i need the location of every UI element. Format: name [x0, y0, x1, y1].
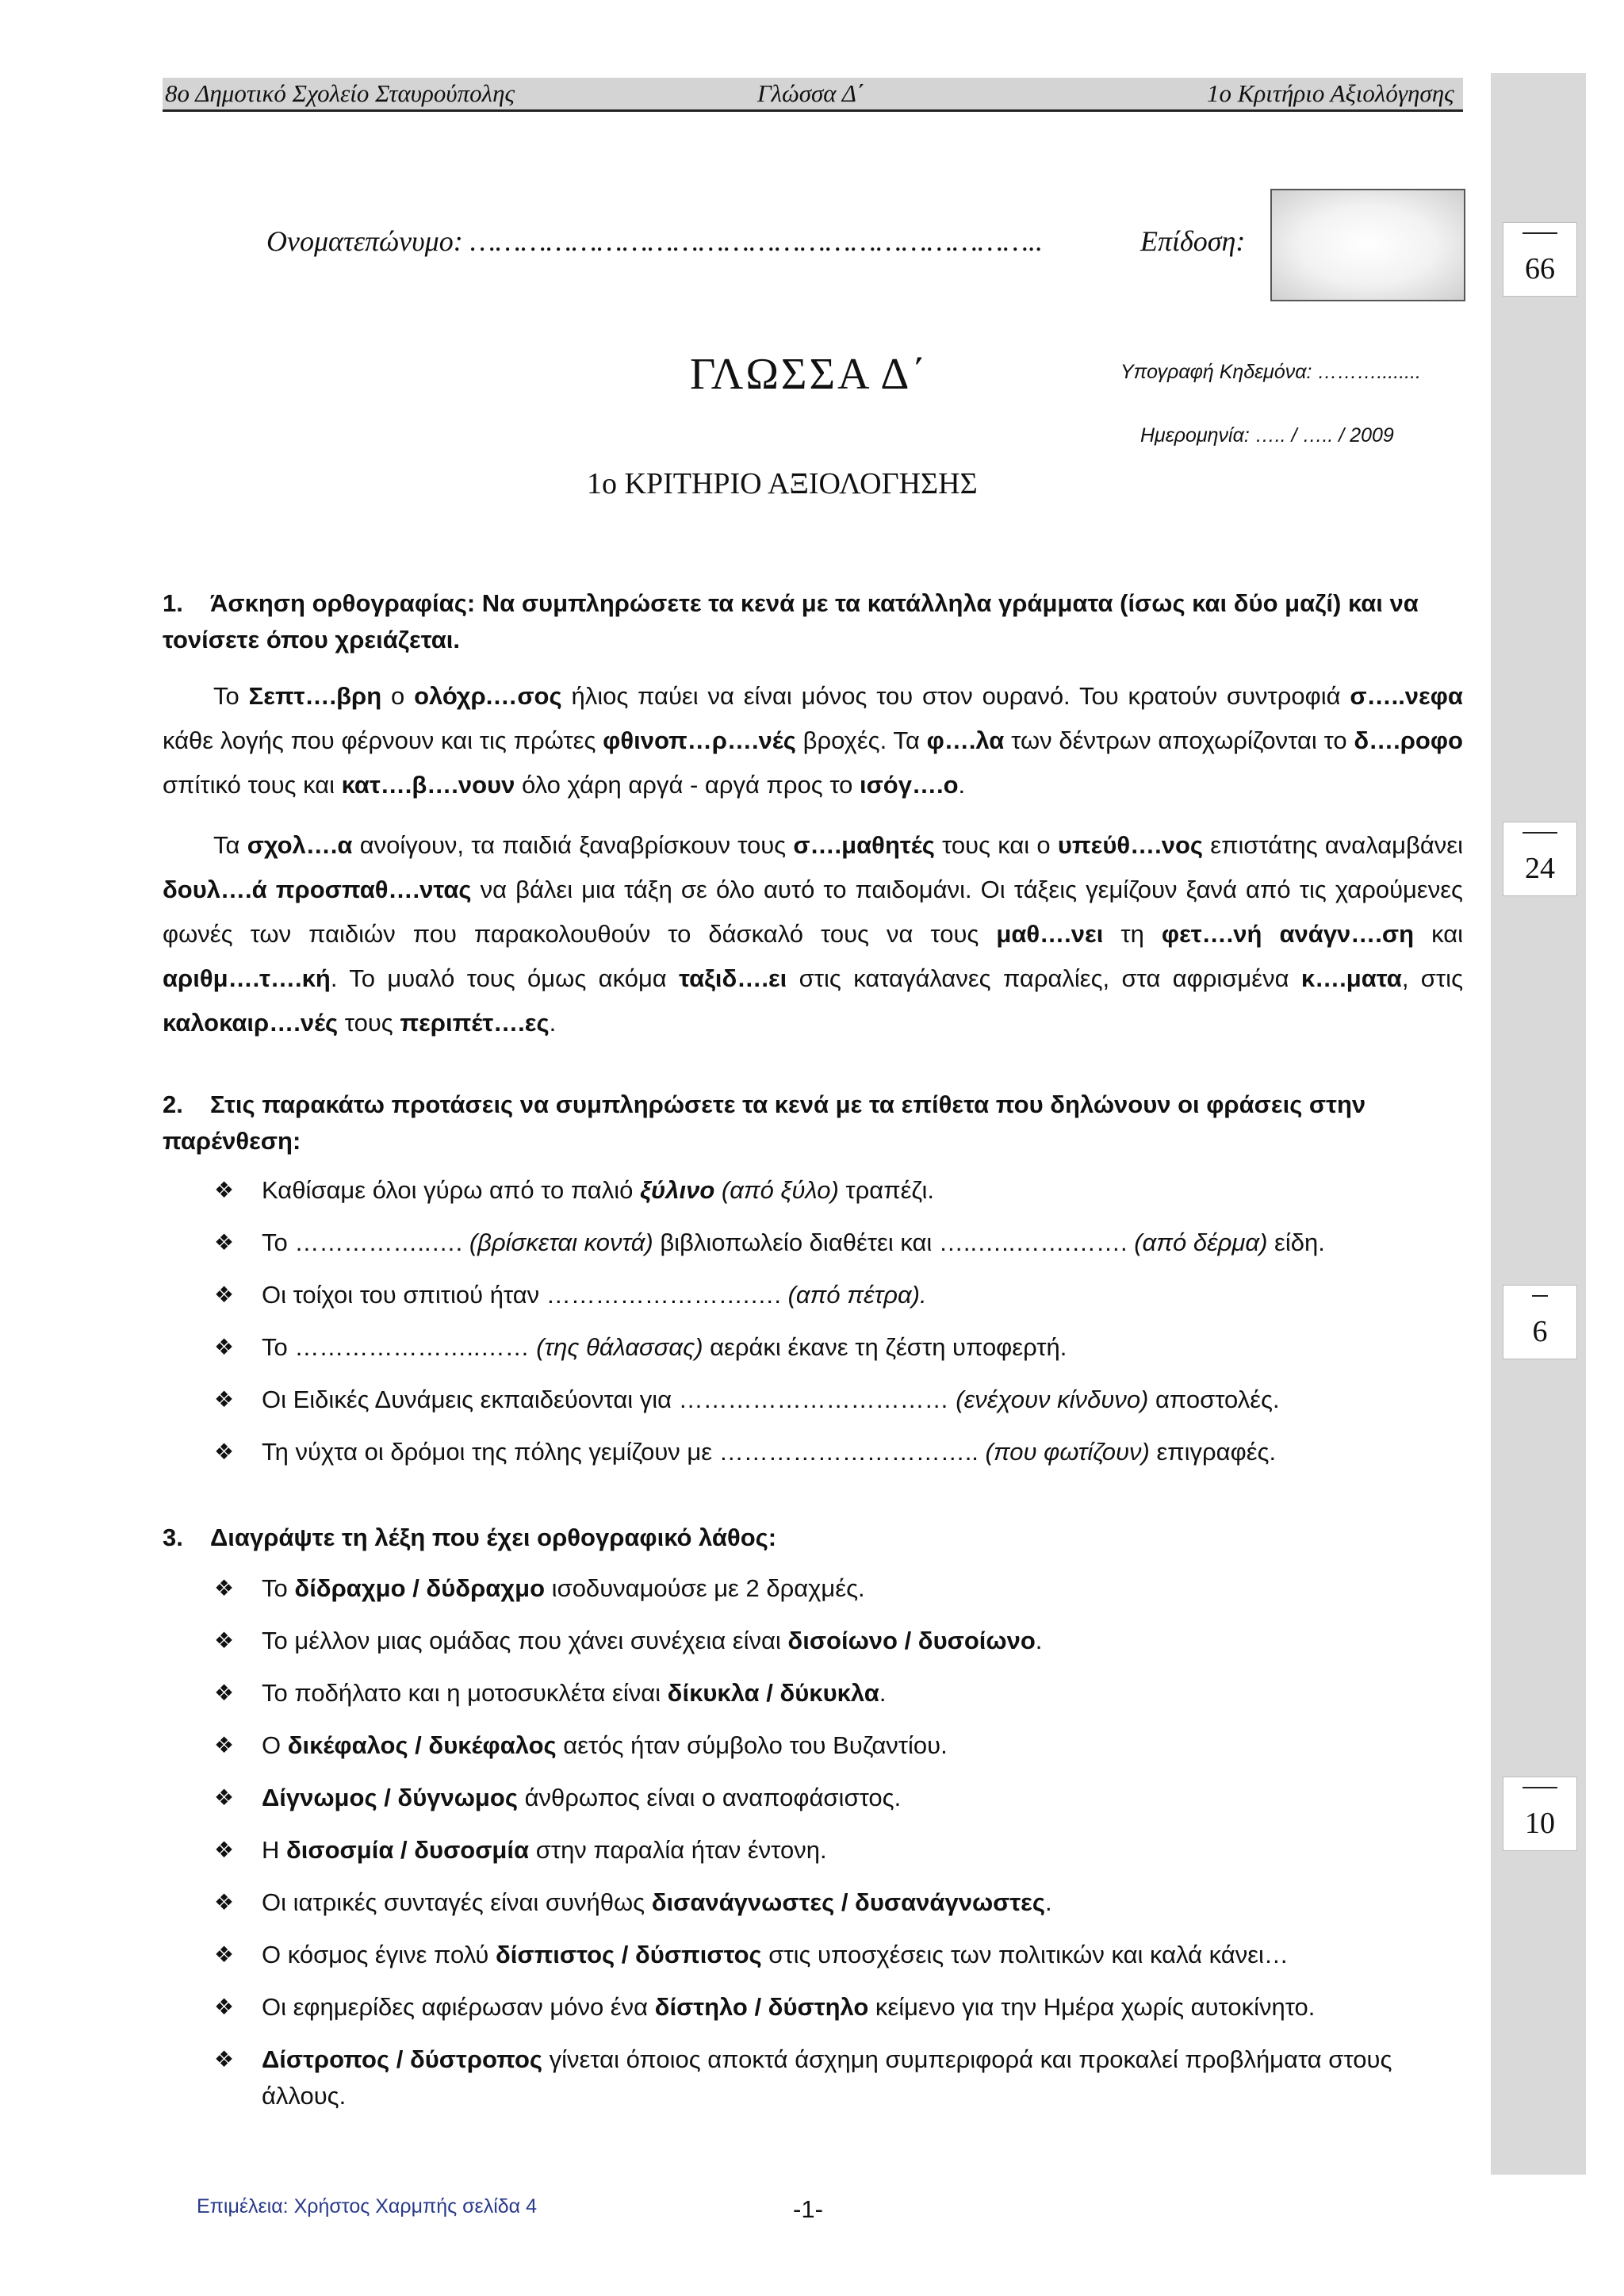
- bold-word: δισανάγνωστες / δυσανάγνωστες: [651, 1888, 1046, 1916]
- list-item: [214, 1884, 1467, 1921]
- text-run: σπίτικό τους και: [163, 771, 342, 799]
- list-item: [214, 1329, 1467, 1366]
- text-run: κάθε λογής που φέρνουν και τις πρώτες: [163, 726, 603, 754]
- text-run: βιβλιοπωλείο διαθέτει και …..…..…….…….: [653, 1228, 1135, 1256]
- list-item: [214, 1727, 1467, 1764]
- bold-word: φετ….νή ανάγν….ση: [1161, 920, 1415, 948]
- grade-box[interactable]: [1270, 189, 1465, 301]
- score-total: 66: [1525, 252, 1555, 286]
- list-item-text: [262, 1627, 1042, 1654]
- footer-credit: Επιμέλεια: Χρήστος Χαρμπής σελίδα 4: [197, 2195, 537, 2217]
- list-item: [214, 1623, 1467, 1659]
- text-run: ήλιος παύει να είναι μόνος του στον ουρανό. Του κρατούν συντροφιά: [561, 682, 1350, 710]
- list-item: [214, 1570, 1467, 1607]
- text-run: Οι τοίχοι του σπιτιού ήταν …………………….….: [262, 1281, 788, 1309]
- q1-heading-text: Άσκηση ορθογραφίας: Να συμπληρώσετε τα κενά με τα κατάλληλα γράμματα (ίσως και δύο μαζί) και να τονίσετε όπου χρειάζεται.: [163, 589, 1419, 654]
- list-item-text: [262, 1888, 1052, 1916]
- diamond-bullet-icon: ❖: [214, 1890, 235, 1915]
- list-item-text: [262, 1731, 948, 1759]
- bold-word: σ…..νεφα: [1350, 682, 1463, 710]
- list-item: [214, 1832, 1467, 1869]
- bold-word: περιπέτ….ες: [400, 1009, 550, 1037]
- diamond-bullet-icon: ❖: [214, 1387, 235, 1412]
- text-run: όλο χάρη αργά - αργά προς το: [515, 771, 860, 799]
- q3-heading: [163, 1520, 1463, 1556]
- q1-paragraph-2: [163, 823, 1463, 1045]
- bold-word: Σεπτ….βρη: [248, 682, 382, 710]
- bold-word: ολόχρ.…σος: [414, 682, 562, 710]
- text-run: Τα: [213, 831, 247, 859]
- text-run: Οι ιατρικές συνταγές είναι συνήθως: [262, 1888, 652, 1916]
- header-subject: Γλώσσα Δ΄: [757, 79, 865, 107]
- score-fraction-line: [1522, 1787, 1557, 1788]
- list-item-text: [262, 1333, 1067, 1361]
- hint-text: (που φωτίζουν): [985, 1438, 1150, 1466]
- list-item: [214, 1382, 1467, 1418]
- score-fraction-line: [1522, 232, 1557, 234]
- text-run: να βάλει μια τάξη σε όλο αυτό το παιδομάνι. Οι τάξεις γεμίζουν ξανά από τις χαρούμενες φωνές των παιδιών που παρακολουθούν το δάσκαλό τους να τους: [163, 876, 1463, 948]
- diamond-bullet-icon: ❖: [214, 1230, 235, 1255]
- text-run: αεράκι έκανε τη ζέστη υποφερτή.: [703, 1333, 1067, 1361]
- score-column: [1491, 73, 1586, 2175]
- bold-word: Δίστροπος / δύστροπος: [262, 2045, 543, 2073]
- q3-number: 3.: [163, 1524, 183, 1551]
- text-run: Το ποδήλατο και η μοτοσυκλέτα είναι: [262, 1679, 668, 1707]
- bold-word: υπεύθ….νος: [1057, 831, 1204, 859]
- text-run: τη: [1103, 920, 1162, 948]
- text-run: στις υποσχέσεις των πολιτικών και καλά κάνει…: [761, 1941, 1289, 1968]
- text-run: κείμενο για την Ημέρα χωρίς αυτοκίνητο.: [868, 1993, 1316, 2021]
- diamond-bullet-icon: ❖: [214, 1439, 235, 1464]
- score-q2: 6: [1532, 1315, 1548, 1348]
- q1-heading: [163, 585, 1463, 658]
- diamond-bullet-icon: ❖: [214, 1576, 235, 1600]
- date-field[interactable]: Ημερομηνία: ….. / ….. / 2009: [1140, 424, 1394, 447]
- diamond-bullet-icon: ❖: [214, 2047, 235, 2072]
- bold-word: δίκυκλα / δύκυκλα: [667, 1679, 879, 1707]
- score-box-q2: [1503, 1285, 1577, 1359]
- text-run: .: [958, 771, 966, 799]
- text-run: είδη.: [1267, 1228, 1325, 1256]
- text-run: Το …………………..……: [262, 1333, 537, 1361]
- list-item: [214, 1434, 1467, 1470]
- text-run: στην παραλία ήταν έντονη.: [529, 1836, 827, 1864]
- score-fraction-line: [1532, 1295, 1548, 1297]
- diamond-bullet-icon: ❖: [214, 1995, 235, 2019]
- bold-word: σ….μαθητές: [793, 831, 935, 859]
- bold-word: σχολ….α: [247, 831, 353, 859]
- text-run: αετός ήταν σύμβολο του Βυζαντίου.: [556, 1731, 948, 1759]
- hint-text: (από ξύλο): [721, 1176, 839, 1204]
- text-run: βροχές. Τα: [795, 726, 927, 754]
- bold-word: καλοκαιρ….νές: [163, 1009, 339, 1037]
- bold-word: ισόγ….ο: [859, 771, 959, 799]
- bold-word: κατ….β….νουν: [341, 771, 515, 799]
- text-run: Το ……………..….: [262, 1228, 469, 1256]
- list-item-text: [262, 1281, 927, 1309]
- text-run: Τη νύχτα οι δρόμοι της πόλης γεμίζουν με …………………………..: [262, 1438, 986, 1466]
- q3-heading-text: Διαγράψτε τη λέξη που έχει ορθογραφικό λάθος:: [210, 1524, 777, 1551]
- list-item: [214, 1989, 1467, 2026]
- bold-word: φ….λα: [926, 726, 1005, 754]
- hint-text: (από πέτρα).: [787, 1281, 927, 1309]
- score-q3: 10: [1525, 1807, 1555, 1840]
- student-name-field[interactable]: Ονοματεπώνυμο: …………………………………………………………..: [266, 225, 1043, 257]
- text-run: Οι Ειδικές Δυνάμεις εκπαιδεύονται για ……………………………: [262, 1386, 956, 1413]
- list-item: [214, 1675, 1467, 1711]
- list-item: [214, 1937, 1467, 1973]
- score-fraction-line: [1522, 832, 1557, 834]
- text-run: Το: [262, 1574, 295, 1602]
- text-run: Ο: [262, 1731, 288, 1759]
- list-item-text: [262, 1836, 827, 1864]
- list-item: [214, 2041, 1467, 2114]
- diamond-bullet-icon: ❖: [214, 1628, 235, 1653]
- bold-word: κ….ματα: [1300, 964, 1402, 992]
- text-run: . Το μυαλό τους όμως ακόμα: [330, 964, 680, 992]
- bold-word: ταξιδ….ει: [679, 964, 787, 992]
- bold-word: φθινοπ…ρ….νές: [603, 726, 796, 754]
- text-run: αποστολές.: [1148, 1386, 1280, 1413]
- bold-word: δισοσμία / δυσοσμία: [286, 1836, 530, 1864]
- bold-word: μαθ….νει: [996, 920, 1104, 948]
- text-run: , στις: [1401, 964, 1464, 992]
- text-run: Οι εφημερίδες αφιέρωσαν μόνο ένα: [262, 1993, 655, 2021]
- score-box-q1: [1503, 822, 1577, 896]
- diamond-bullet-icon: ❖: [214, 1838, 235, 1862]
- text-run: ανοίγουν, τα παιδιά ξαναβρίσκουν τους: [352, 831, 794, 859]
- text-run: τραπέζι.: [838, 1176, 935, 1204]
- hint-text: (ενέχουν κίνδυνο): [956, 1386, 1149, 1413]
- diamond-bullet-icon: ❖: [214, 1282, 235, 1307]
- bold-word: δίδραχμο / δύδραχμο: [294, 1574, 546, 1602]
- text-run: και: [1414, 920, 1464, 948]
- score-box-total: [1503, 222, 1577, 297]
- q2-number: 2.: [163, 1091, 183, 1118]
- q2-list: [214, 1172, 1467, 1486]
- text-run: .: [879, 1679, 887, 1707]
- text-run: .: [1035, 1627, 1043, 1654]
- example-answer: ξύλινο: [639, 1176, 715, 1204]
- text-run: Καθίσαμε όλοι γύρω από το παλιό: [262, 1176, 640, 1204]
- text-run: .: [1045, 1888, 1052, 1916]
- list-item-text: [262, 1679, 886, 1707]
- list-item: [214, 1225, 1467, 1261]
- list-item-text: [262, 1941, 1289, 1968]
- text-run: ισοδυναμούσε με 2 δραχμές.: [545, 1574, 865, 1602]
- page-number: -1-: [793, 2195, 823, 2223]
- text-run: επιστάτης αναλαμβάνει: [1203, 831, 1463, 859]
- list-item-text: [262, 2045, 1392, 2110]
- text-run: .: [549, 1009, 557, 1037]
- hint-text: (της θάλασσας): [536, 1333, 703, 1361]
- score-box-q3: [1503, 1777, 1577, 1851]
- bold-word: δικέφαλος / δυκέφαλος: [287, 1731, 557, 1759]
- list-item-text: [262, 1438, 1276, 1466]
- score-q1: 24: [1525, 852, 1555, 885]
- list-item-text: [262, 1176, 934, 1204]
- list-item-text: [262, 1386, 1280, 1413]
- header-school: 8ο Δημοτικό Σχολείο Σταυρούπολης: [165, 79, 515, 107]
- bold-word: δίστηλο / δύστηλο: [654, 1993, 869, 2021]
- q3-list: [214, 1570, 1467, 2130]
- header-test: 1ο Κριτήριο Αξιολόγησης: [1207, 79, 1454, 107]
- text-run: τους: [338, 1009, 400, 1037]
- guardian-signature-field[interactable]: Υπογραφή Κηδεμόνα: ………........: [1120, 361, 1421, 383]
- diamond-bullet-icon: ❖: [214, 1681, 235, 1705]
- q1-number: 1.: [163, 589, 183, 617]
- diamond-bullet-icon: ❖: [214, 1733, 235, 1757]
- text-run: των δέντρων αποχωρίζονται το: [1004, 726, 1354, 754]
- bold-word: δ….ροφο: [1354, 726, 1463, 754]
- diamond-bullet-icon: ❖: [214, 1335, 235, 1359]
- page-subtitle: 1ο ΚΡΙΤΗΡΙΟ ΑΞΙΟΛΟΓΗΣΗΣ: [587, 467, 978, 500]
- list-item: [214, 1172, 1467, 1209]
- text-run: Ο κόσμος έγινε πολύ: [262, 1941, 496, 1968]
- diamond-bullet-icon: ❖: [214, 1178, 235, 1202]
- list-item-text: [262, 1784, 901, 1811]
- hint-text: (βρίσκεται κοντά): [469, 1228, 653, 1256]
- text-run: άνθρωπος είναι ο αναποφάσιστος.: [517, 1784, 902, 1811]
- text-run: στις καταγάλανες παραλίες, στα αφρισμένα: [787, 964, 1301, 992]
- text-run: [714, 1176, 722, 1204]
- diamond-bullet-icon: ❖: [214, 1785, 235, 1810]
- bold-word: Δίγνωμος / δύγνωμος: [262, 1784, 518, 1811]
- text-run: επιγραφές.: [1149, 1438, 1277, 1466]
- text-run: Η: [262, 1836, 286, 1864]
- text-run: τους και ο: [934, 831, 1058, 859]
- grade-label: Επίδοση:: [1140, 225, 1246, 257]
- list-item: [214, 1277, 1467, 1313]
- q1-paragraph-1: [163, 674, 1463, 807]
- hint-text: (από δέρμα): [1134, 1228, 1268, 1256]
- text-run: γίνεται όποιος αποκτά άσχημη συμπεριφορά και προκαλεί προβλήματα στους άλλους.: [262, 2045, 1392, 2110]
- q2-heading-text: Στις παρακάτω προτάσεις να συμπληρώσετε τα κενά με τα επίθετα που δηλώνουν οι φράσεις στην παρένθεση:: [163, 1091, 1366, 1155]
- bold-word: δίσπιστος / δύσπιστος: [495, 1941, 762, 1968]
- text-run: Το μέλλον μιας ομάδας που χάνει συνέχεια είναι: [262, 1627, 788, 1654]
- list-item-text: [262, 1993, 1315, 2021]
- text-run: ο: [381, 682, 415, 710]
- diamond-bullet-icon: ❖: [214, 1942, 235, 1967]
- bold-word: δισοίωνο / δυσοίωνο: [787, 1627, 1036, 1654]
- list-item-text: [262, 1228, 1325, 1256]
- q2-heading: [163, 1087, 1463, 1159]
- bold-word: δουλ….ά προσπαθ….ντας: [163, 876, 472, 903]
- bold-word: αριθμ….τ….κή: [163, 964, 331, 992]
- text-run: Το: [213, 682, 249, 710]
- list-item: [214, 1780, 1467, 1816]
- page-title: ΓΛΩΣΣΑ Δ΄: [690, 350, 929, 399]
- list-item-text: [262, 1574, 865, 1602]
